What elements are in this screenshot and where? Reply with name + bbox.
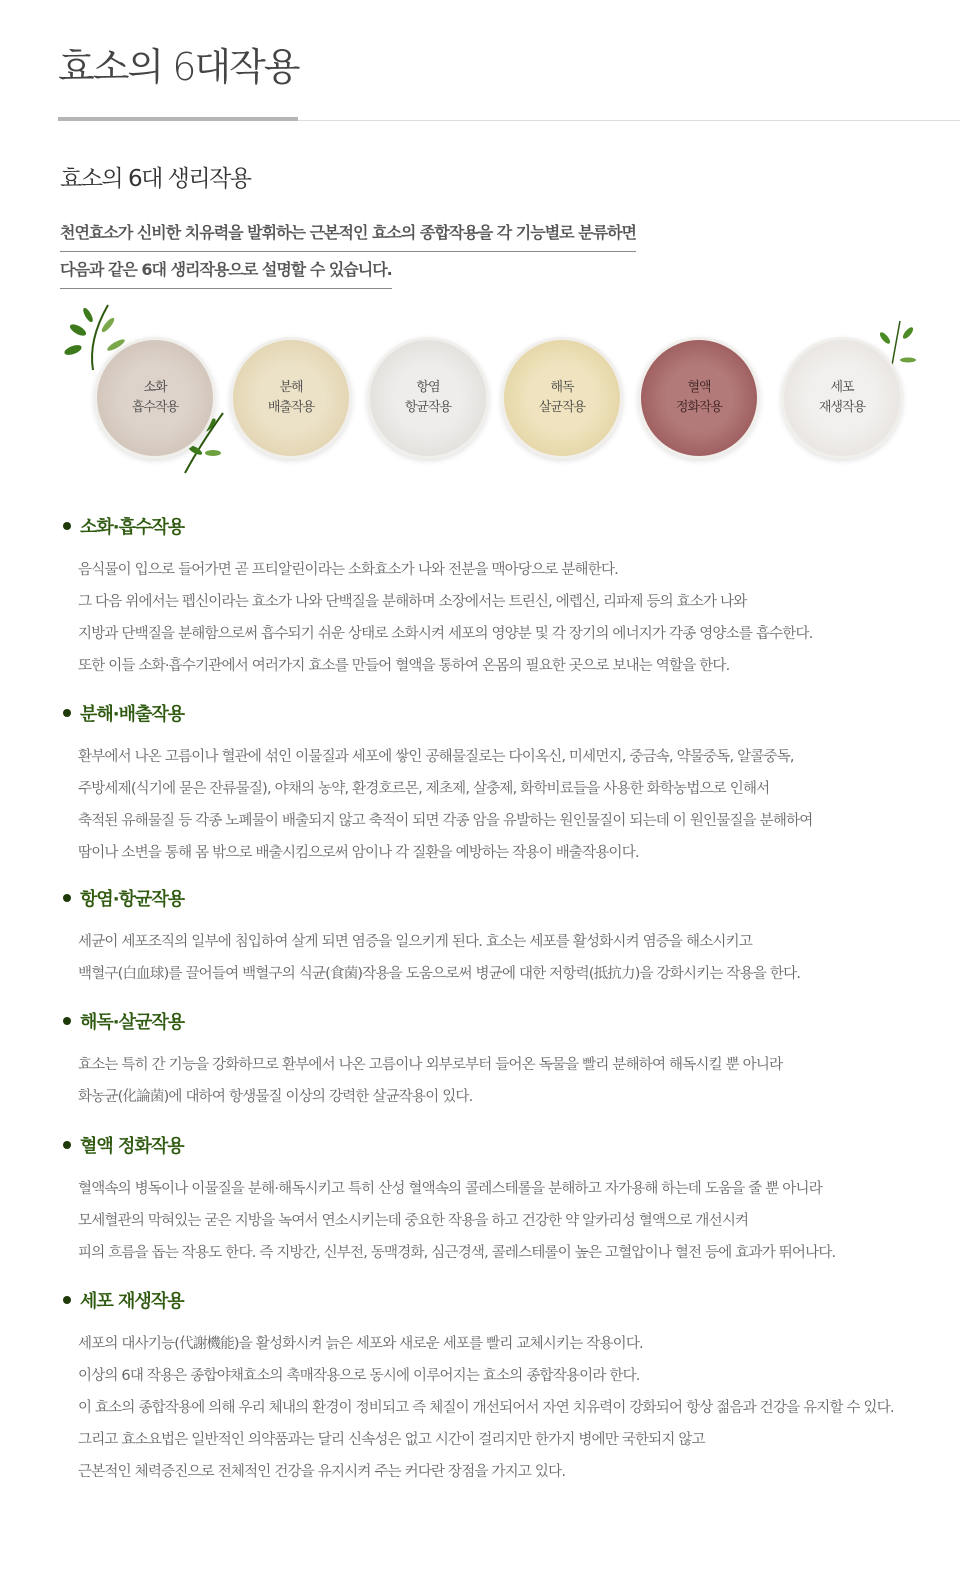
function-circle-digestion — [94, 337, 216, 459]
section-detox — [63, 1008, 953, 1113]
function-circle-detox — [501, 337, 623, 459]
body-line: 음식물이 입으로 들어가면 곧 프티알린이라는 소화효소가 나와 전분을 맥아당으로 분해한다. — [78, 562, 618, 578]
body-line: 그 다음 위에서는 펩신이라는 효소가 나와 단백질을 분해하며 소장에서는 트린신, 에렙신, 리파제 등의 효소가 나와 — [78, 594, 747, 610]
intro-line-1: 천연효소가 신비한 치유력을 발휘하는 근본적인 효소의 종합작용을 각 기능별로 분류하면 — [60, 220, 636, 252]
body-line: 축적된 유해물질 등 각종 노폐물이 배출되지 않고 축적이 되면 각종 암을 유발하는 원인물질이 되는데 이 원인물질을 분해하여 — [78, 813, 813, 829]
bullet-icon — [63, 1017, 71, 1025]
section-blood — [63, 1132, 953, 1269]
body-line: 환부에서 나온 고름이나 혈관에 섞인 이물질과 세포에 쌓인 공해물질로는 다이옥신, 미세먼지, 중금속, 약물중독, 알콜중독, — [78, 749, 794, 765]
function-circle-anti-inflammatory — [367, 337, 489, 459]
section-digestion — [63, 513, 953, 682]
divider-accent — [58, 117, 298, 121]
section-decomposition — [63, 700, 953, 869]
circle-label: 항염 — [416, 380, 440, 395]
body-line: 피의 흐름을 돕는 작용도 한다. 즉 지방간, 신부전, 동맥경화, 심근경색, 콜레스테롤이 높은 고혈압이나 혈전 등에 효과가 뛰어나다. — [78, 1245, 836, 1261]
circle-label: 살균작용 — [538, 400, 586, 415]
function-circle-regeneration — [781, 337, 903, 459]
body-line: 그리고 효소요법은 일반적인 의약품과는 달리 신속성은 없고 시간이 걸리지만 한가지 병에만 국한되지 않고 — [78, 1432, 705, 1448]
body-line: 혈액속의 병독이나 이물질을 분해·해독시키고 특히 산성 혈액속의 콜레스테롤을 분해하고 자가용해 하는데 도움을 줄 뿐 아니라 — [78, 1181, 822, 1197]
circle-label: 혈액 — [687, 380, 711, 395]
circle-label: 흡수작용 — [131, 400, 179, 415]
section-heading: 혈액 정화작용 — [80, 1136, 184, 1157]
circle-label: 분해 — [279, 380, 303, 395]
section-regeneration — [63, 1287, 953, 1488]
page-title: 효소의 6대작용 — [58, 45, 299, 89]
circle-label: 배출작용 — [267, 400, 315, 415]
body-line: 또한 이들 소화·흡수기관에서 여러가지 효소를 만들어 혈액을 통하여 온몸의 필요한 곳으로 보내는 역할을 한다. — [78, 658, 730, 674]
circle-label: 소화 — [143, 380, 167, 395]
section-heading: 세포 재생작용 — [80, 1291, 184, 1312]
section-subtitle: 효소의 6대 생리작용 — [60, 166, 251, 192]
circle-label: 항균작용 — [404, 400, 452, 415]
intro-line-2: 다음과 같은 6대 생리작용으로 설명할 수 있습니다. — [60, 257, 392, 289]
body-line: 땀이나 소변을 통해 몸 밖으로 배출시킴으로써 암이나 각 질환을 예방하는 작용이 배출작용이다. — [78, 845, 639, 861]
body-line: 세포의 대사기능(代謝機能)을 활성화시켜 늙은 세포와 새로운 세포를 빨리 교체시키는 작용이다. — [78, 1336, 643, 1352]
section-heading: 해독·살균작용 — [80, 1012, 185, 1033]
bullet-icon — [63, 522, 71, 530]
body-line: 근본적인 체력증진으로 전체적인 건강을 유지시켜 주는 커다란 장점을 가지고 있다. — [78, 1464, 566, 1480]
body-line: 모세혈관의 막혀있는 굳은 지방을 녹여서 연소시키는데 중요한 작용을 하고 건강한 약 알카리성 혈액으로 개선시켜 — [78, 1213, 749, 1229]
circle-label: 정화작용 — [675, 400, 723, 415]
section-heading: 분해·배출작용 — [80, 704, 185, 725]
body-line: 화농균(化論菌)에 대하여 항생물질 이상의 강력한 살균작용이 있다. — [78, 1089, 473, 1105]
body-line: 이 효소의 종합작용에 의해 우리 체내의 환경이 정비되고 즉 체질이 개선되어서 자연 치유력이 강화되어 항상 젊음과 건강을 유지할 수 있다. — [78, 1400, 894, 1416]
bullet-icon — [63, 1141, 71, 1149]
body-line: 지방과 단백질을 분해함으로써 흡수되기 쉬운 상태로 소화시켜 세포의 영양분 및 각 장기의 에너지가 각종 영양소를 흡수한다. — [78, 626, 813, 642]
bullet-icon — [63, 1296, 71, 1304]
body-line: 백혈구(白血球)를 끌어들여 백혈구의 식균(食菌)작용을 도움으로써 병균에 대한 저항력(抵抗力)을 강화시키는 작용을 한다. — [78, 966, 801, 982]
circle-label: 해독 — [550, 380, 574, 395]
section-heading: 항염·항균작용 — [80, 889, 185, 910]
body-line: 효소는 특히 간 기능을 강화하므로 환부에서 나온 고름이나 외부로부터 들어온 독물을 빨리 분해하여 해독시킬 뿐 아니라 — [78, 1057, 783, 1073]
bullet-icon — [63, 709, 71, 717]
function-circle-blood — [638, 337, 760, 459]
section-anti-inflammatory — [63, 885, 953, 990]
section-heading: 소화·흡수작용 — [80, 517, 185, 538]
circle-label: 세포 — [830, 380, 854, 395]
circle-label: 재생작용 — [818, 400, 866, 415]
body-line: 주방세제(식기에 묻은 잔류물질), 야채의 농약, 환경호르몬, 제초제, 살충제, 화학비료들을 사용한 화학농법으로 인해서 — [78, 781, 770, 797]
body-line: 이상의 6대 작용은 종합야채효소의 촉매작용으로 동시에 이루어지는 효소의 종합작용이라 한다. — [78, 1368, 640, 1384]
body-line: 세균이 세포조직의 일부에 침입하여 살게 되면 염증을 일으키게 된다. 효소는 세포를 활성화시켜 염증을 해소시키고 — [78, 934, 753, 950]
bullet-icon — [63, 894, 71, 902]
function-circle-decomposition — [230, 337, 352, 459]
